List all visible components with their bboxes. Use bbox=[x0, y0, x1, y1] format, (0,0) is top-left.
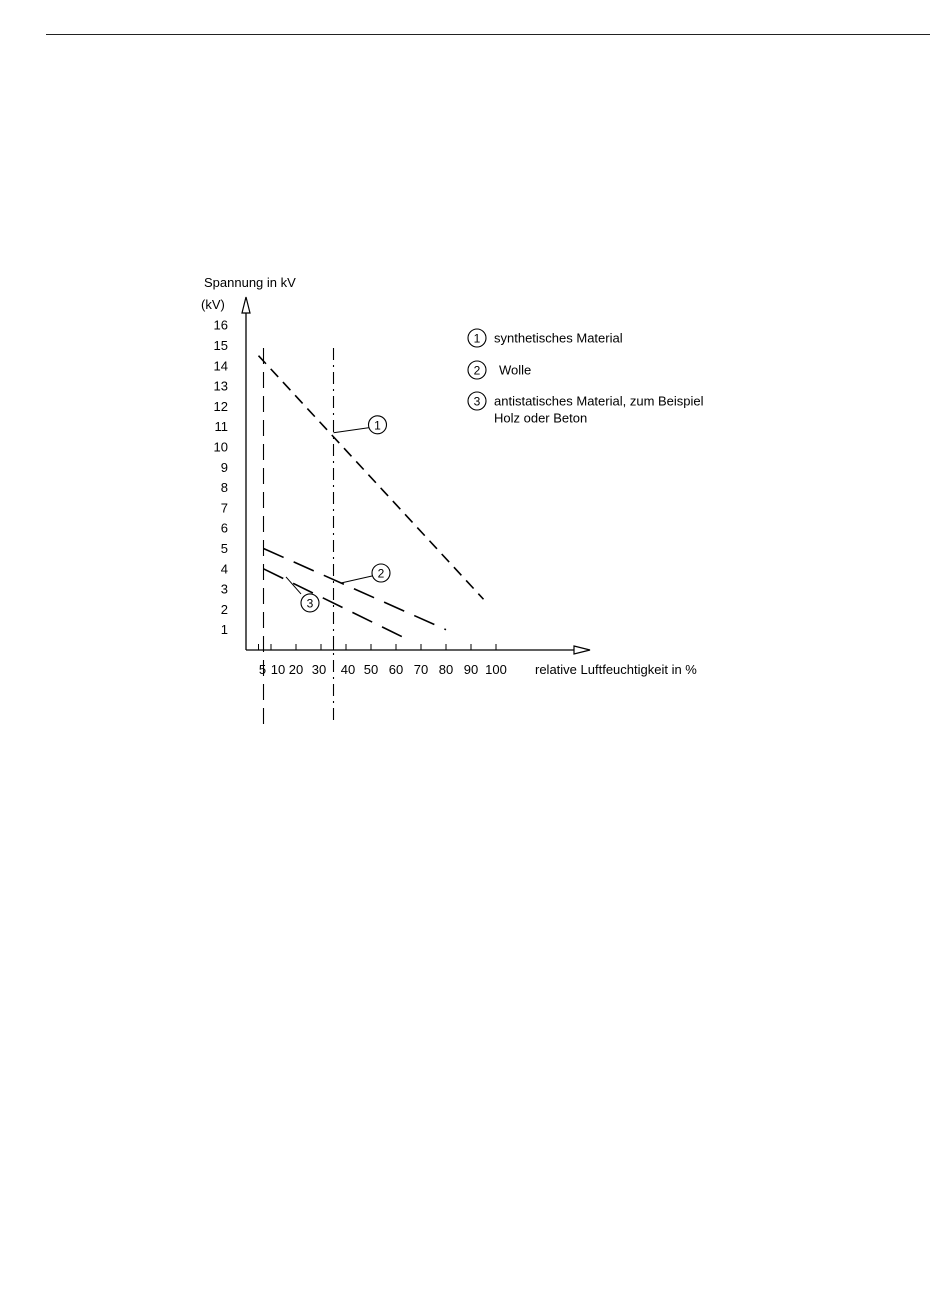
x-axis-label: relative Luftfeuchtigkeit in % bbox=[535, 662, 697, 677]
y-tick-label: 13 bbox=[213, 378, 228, 394]
y-tick-label: 15 bbox=[213, 338, 228, 353]
x-tick-label: 50 bbox=[363, 662, 379, 677]
callout-leader bbox=[341, 576, 372, 583]
y-axis-arrow bbox=[242, 297, 250, 313]
x-tick-label: 5 bbox=[258, 662, 267, 677]
legend-label: Holz oder Beton bbox=[494, 410, 588, 426]
y-tick-label: 6 bbox=[220, 520, 228, 536]
legend-marker-number: 2 bbox=[473, 363, 481, 378]
legend-marker-number: 1 bbox=[473, 331, 481, 346]
y-tick-label: 10 bbox=[213, 439, 228, 455]
y-tick-label: 1 bbox=[220, 622, 228, 638]
x-tick-label: 30 bbox=[311, 662, 327, 677]
y-tick-label: 9 bbox=[220, 459, 228, 475]
y-tick-label: 3 bbox=[220, 581, 228, 597]
callout-number: 2 bbox=[377, 566, 385, 581]
legend-marker-number: 3 bbox=[473, 394, 481, 409]
series-line-2 bbox=[264, 549, 447, 630]
x-tick-label: 100 bbox=[485, 662, 507, 677]
callout-leader bbox=[334, 428, 369, 433]
y-tick-label: 14 bbox=[213, 358, 228, 374]
legend-label: antistatisches Material, zum Beispiel bbox=[494, 393, 704, 409]
y-tick-label: 7 bbox=[220, 500, 228, 516]
y-tick-label: 12 bbox=[213, 398, 228, 414]
y-axis-label: Spannung in kV bbox=[204, 275, 296, 290]
y-tick-label: 4 bbox=[220, 561, 228, 577]
y-tick-label: 16 bbox=[213, 317, 228, 333]
series-lines bbox=[259, 356, 484, 640]
x-ticks bbox=[259, 644, 507, 677]
y-ticks bbox=[214, 318, 228, 638]
series-line-1 bbox=[259, 356, 484, 600]
x-axis-arrow bbox=[574, 646, 590, 654]
x-tick-label: 70 bbox=[413, 662, 429, 677]
y-tick-label: 5 bbox=[220, 541, 228, 556]
callout-number: 1 bbox=[374, 418, 381, 433]
y-tick-label: 8 bbox=[220, 480, 228, 496]
legend bbox=[468, 329, 704, 426]
y-tick-label: 11 bbox=[214, 419, 228, 435]
callout-number: 3 bbox=[306, 596, 314, 611]
x-tick-label: 60 bbox=[388, 662, 404, 677]
x-tick-label: 80 bbox=[438, 662, 454, 677]
x-tick-label: 20 bbox=[288, 662, 304, 677]
legend-label: Wolle bbox=[499, 362, 532, 378]
x-tick-label: 40 bbox=[340, 662, 356, 677]
legend-label: synthetisches Material bbox=[494, 330, 623, 346]
x-tick-label: 10 bbox=[270, 662, 286, 677]
axes bbox=[242, 297, 590, 654]
y-axis-unit: (kV) bbox=[201, 297, 225, 312]
x-tick-label: 90 bbox=[463, 662, 479, 677]
y-tick-label: 2 bbox=[220, 601, 228, 617]
